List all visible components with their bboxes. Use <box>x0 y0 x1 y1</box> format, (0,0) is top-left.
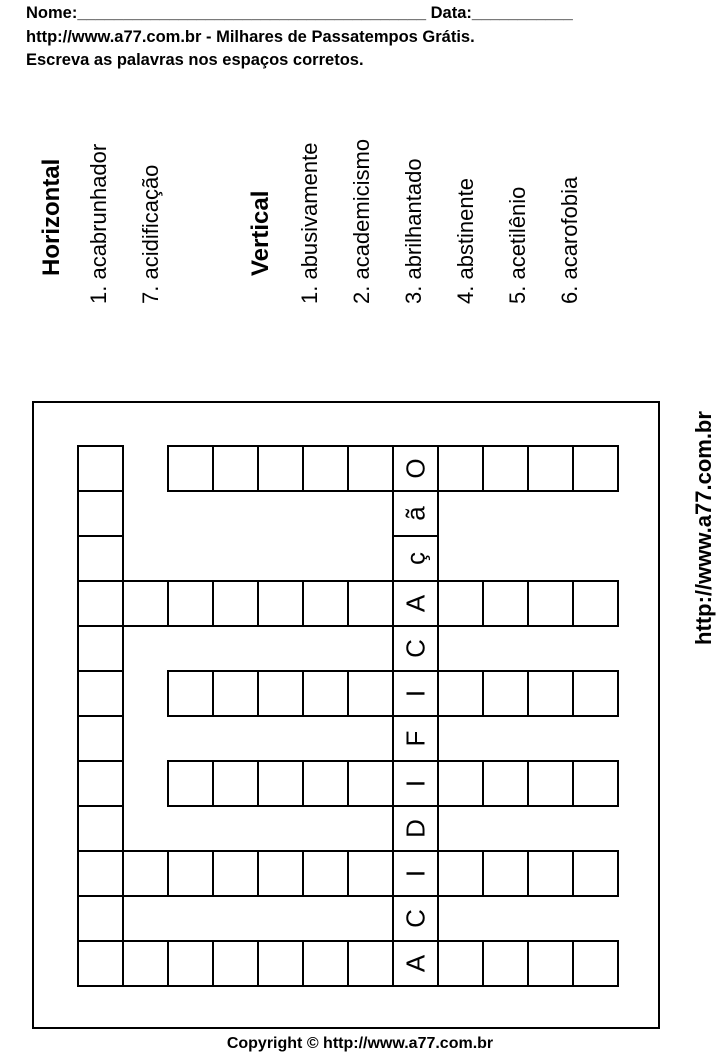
grid-cell[interactable] <box>213 671 258 716</box>
grid-cell[interactable] <box>483 941 528 986</box>
grid-letter: F <box>400 730 431 747</box>
grid-cell[interactable] <box>528 581 573 626</box>
site-line: http://www.a77.com.br - Milhares de Passatempos Grátis. <box>26 28 475 46</box>
grid-cell[interactable] <box>258 671 303 716</box>
horizontal-word-1: 1. acabrunhador <box>86 143 111 304</box>
grid-cell[interactable] <box>303 851 348 896</box>
grid-letter: D <box>400 819 431 838</box>
grid-cell[interactable] <box>78 716 123 761</box>
grid-cell[interactable] <box>573 581 618 626</box>
grid-cell[interactable] <box>213 446 258 491</box>
grid-cell[interactable] <box>213 851 258 896</box>
horizontal-title: Horizontal <box>38 158 65 276</box>
grid-letter: C <box>400 909 431 928</box>
grid-cell[interactable] <box>78 581 123 626</box>
grid-cell[interactable] <box>78 491 123 536</box>
name-date-line: Nome:______________________________________ Data:___________ <box>26 4 573 22</box>
grid-cell[interactable] <box>78 761 123 806</box>
grid-cell[interactable] <box>528 941 573 986</box>
grid-cell[interactable] <box>78 896 123 941</box>
grid-cell[interactable] <box>348 761 393 806</box>
grid-cell[interactable] <box>483 581 528 626</box>
grid-cell[interactable] <box>78 446 123 491</box>
grid-cell[interactable] <box>213 941 258 986</box>
grid-cell[interactable] <box>303 581 348 626</box>
grid-cell[interactable] <box>168 446 213 491</box>
grid-cell[interactable] <box>438 761 483 806</box>
grid-letter: A <box>400 594 431 613</box>
vertical-word-1: 1. abusivamente <box>297 142 322 304</box>
grid-cell[interactable] <box>528 446 573 491</box>
side-url: http://www.a77.com.br <box>691 411 716 645</box>
grid-cell[interactable] <box>123 941 168 986</box>
grid-letter: I <box>400 779 431 788</box>
grid-cell[interactable] <box>573 851 618 896</box>
grid-cell[interactable] <box>573 761 618 806</box>
vertical-word-4: 4. abstinente <box>453 178 478 304</box>
grid-cell[interactable] <box>78 536 123 581</box>
grid-cell[interactable] <box>573 671 618 716</box>
grid-cell[interactable] <box>258 851 303 896</box>
grid-cell[interactable] <box>168 851 213 896</box>
horizontal-word-2: 7. acidificação <box>138 164 163 304</box>
grid-letter: ç <box>400 552 431 565</box>
grid-cell[interactable] <box>78 941 123 986</box>
grid-letter: I <box>400 869 431 878</box>
grid-cell[interactable] <box>78 671 123 716</box>
grid-cell[interactable] <box>258 446 303 491</box>
grid-cell[interactable] <box>348 851 393 896</box>
instructions: Escreva as palavras nos espaços corretos. <box>26 51 364 69</box>
grid-cell[interactable] <box>168 581 213 626</box>
grid-cell[interactable] <box>258 761 303 806</box>
vertical-word-6: 6. acarofobia <box>557 176 582 304</box>
grid-cell[interactable] <box>573 941 618 986</box>
grid-cell[interactable] <box>78 851 123 896</box>
vertical-word-2: 2. academicismo <box>349 138 374 304</box>
grid-cell[interactable] <box>483 671 528 716</box>
grid-cell[interactable] <box>438 941 483 986</box>
grid-cell[interactable] <box>483 761 528 806</box>
grid-cell[interactable] <box>348 941 393 986</box>
grid-cell[interactable] <box>123 851 168 896</box>
grid-cell[interactable] <box>528 671 573 716</box>
grid-letter: O <box>400 458 431 479</box>
grid-letter: C <box>400 639 431 658</box>
grid-cell[interactable] <box>528 761 573 806</box>
grid-cell[interactable] <box>303 761 348 806</box>
grid-cell[interactable] <box>438 446 483 491</box>
vertical-word-3: 3. abrilhantado <box>401 158 426 304</box>
grid-cell[interactable] <box>348 671 393 716</box>
grid-cell[interactable] <box>438 851 483 896</box>
grid-cell[interactable] <box>213 761 258 806</box>
vertical-title: Vertical <box>247 190 274 276</box>
grid-cell[interactable] <box>528 851 573 896</box>
grid-cell[interactable] <box>348 581 393 626</box>
copyright-footer: Copyright © http://www.a77.com.br <box>226 1035 494 1052</box>
grid-cell[interactable] <box>348 446 393 491</box>
grid-letter: I <box>400 689 431 698</box>
grid-cell[interactable] <box>123 581 168 626</box>
grid-cell[interactable] <box>483 446 528 491</box>
grid-cell[interactable] <box>168 761 213 806</box>
grid-cell[interactable] <box>303 446 348 491</box>
vertical-word-5: 5. acetilênio <box>505 186 530 304</box>
grid-cell[interactable] <box>303 671 348 716</box>
grid-cell[interactable] <box>78 806 123 851</box>
grid-cell[interactable] <box>258 941 303 986</box>
grid-cell[interactable] <box>483 851 528 896</box>
grid-cell[interactable] <box>78 626 123 671</box>
grid-cell[interactable] <box>438 671 483 716</box>
grid-cell[interactable] <box>438 581 483 626</box>
grid-cell[interactable] <box>303 941 348 986</box>
grid-cell[interactable] <box>213 581 258 626</box>
grid-cell[interactable] <box>168 941 213 986</box>
grid-letter: ã <box>400 506 431 521</box>
grid-cell[interactable] <box>258 581 303 626</box>
grid-cell[interactable] <box>573 446 618 491</box>
grid-letter: A <box>400 954 431 973</box>
grid-cell[interactable] <box>168 671 213 716</box>
